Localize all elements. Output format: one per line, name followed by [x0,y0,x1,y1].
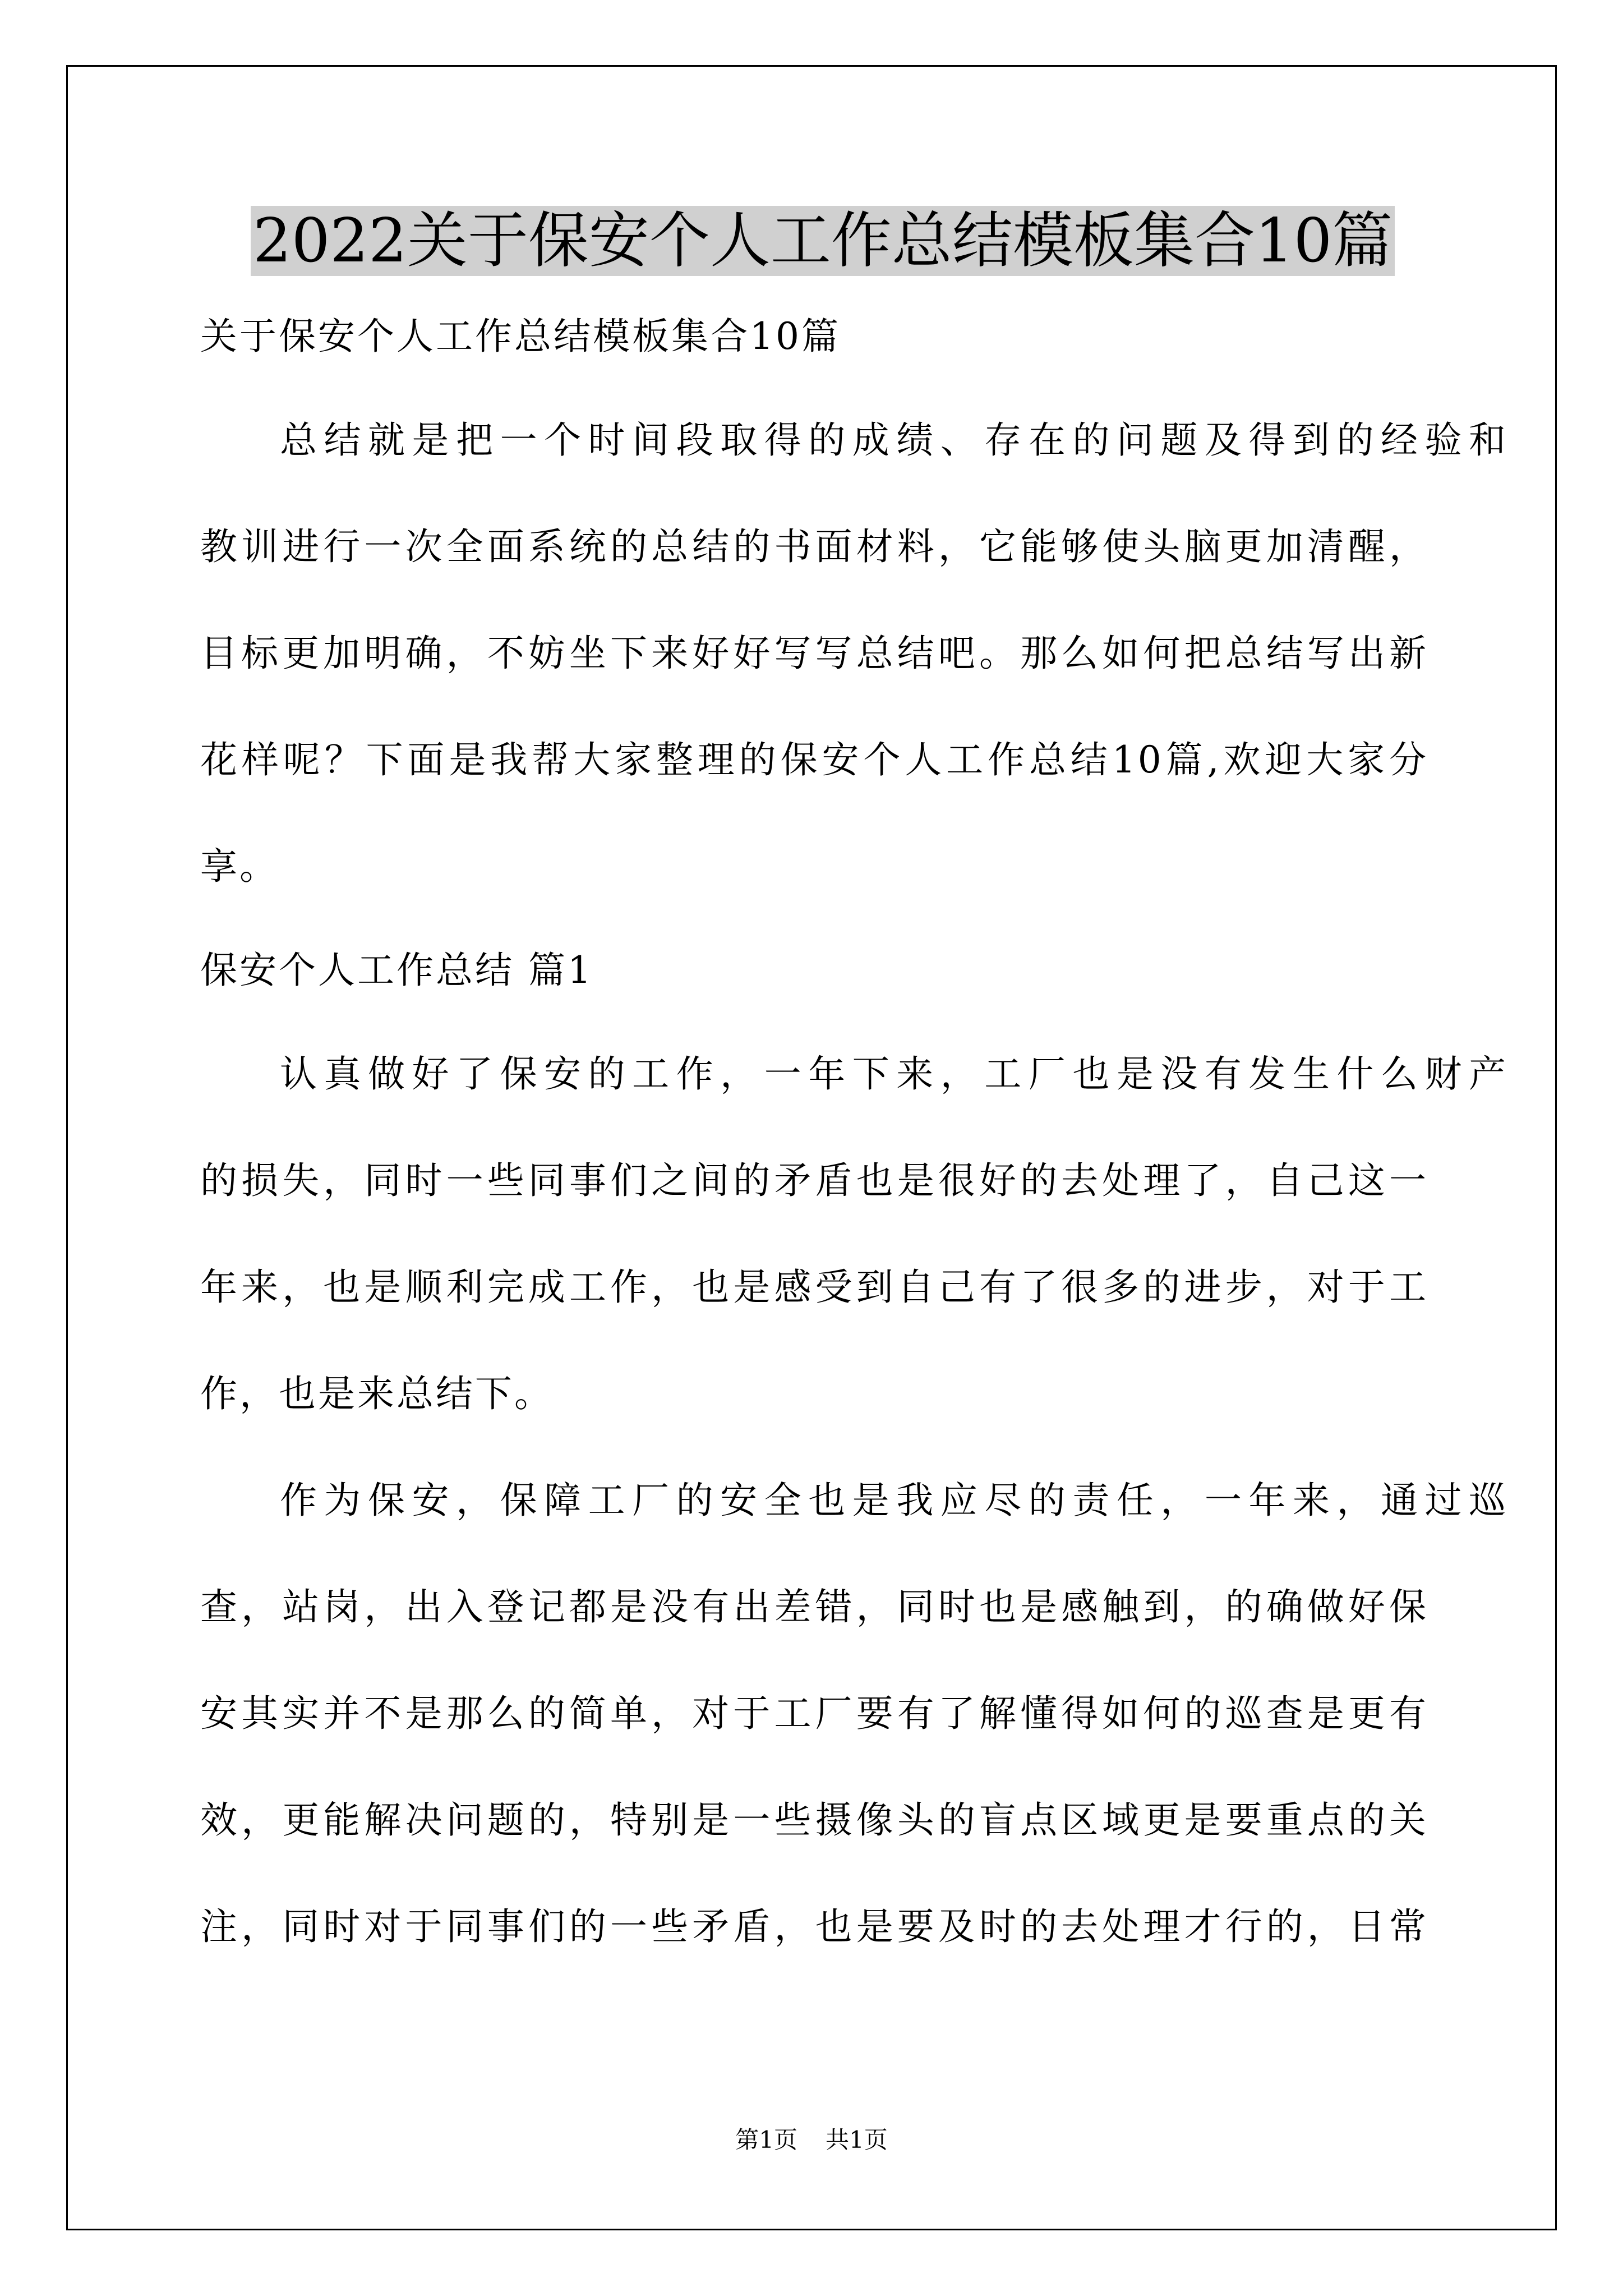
intro-line: 花样呢？下面是我帮大家整理的保安个人工作总结10篇,欢迎大家分 [200,738,1428,781]
paragraph-line: 效，更能解决问题的，特别是一些摄像头的盲点区域更是要重点的关 [200,1798,1428,1842]
paragraph-line: 的损失，同时一些同事们之间的矛盾也是很好的去处理了，自己这一 [200,1159,1428,1202]
page-footer [0,2126,1623,2154]
section-heading: 保安个人工作总结 篇1 [200,949,593,992]
paragraph-line: 查，站岗，出入登记都是没有出差错，同时也是感触到，的确做好保 [200,1585,1428,1628]
document-title-text: 2022关于保安个人工作总结模板集合10篇 [251,206,1395,276]
page-number: 第1页 [735,2126,797,2154]
intro-line: 目标更加明确，不妨坐下来好好写写总结吧。那么如何把总结写出新 [200,632,1428,675]
paragraph-line: 作为保安，保障工厂的安全也是我应尽的责任，一年来，通过巡 [280,1479,1508,1522]
intro-line: 享。 [200,845,279,888]
paragraph-line: 安其实并不是那么的简单，对于工厂要有了解懂得如何的巡查是更有 [200,1692,1428,1735]
paragraph-line: 作，也是来总结下。 [200,1372,554,1415]
paragraph-line: 注，同时对于同事们的一些矛盾，也是要及时的去处理才行的，日常 [200,1905,1428,1948]
paragraph-line: 年来，也是顺利完成工作，也是感受到自己有了很多的进步，对于工 [200,1266,1428,1309]
document-title [251,206,1393,276]
page-total: 共1页 [826,2126,888,2154]
paragraph-line: 认真做好了保安的工作，一年下来，工厂也是没有发生什么财产 [280,1052,1508,1096]
document-subtitle: 关于保安个人工作总结模板集合10篇 [200,315,841,358]
intro-line: 教训进行一次全面系统的总结的书面材料，它能够使头脑更加清醒， [200,525,1428,568]
intro-line: 总结就是把一个时间段取得的成绩、存在的问题及得到的经验和 [280,418,1508,462]
